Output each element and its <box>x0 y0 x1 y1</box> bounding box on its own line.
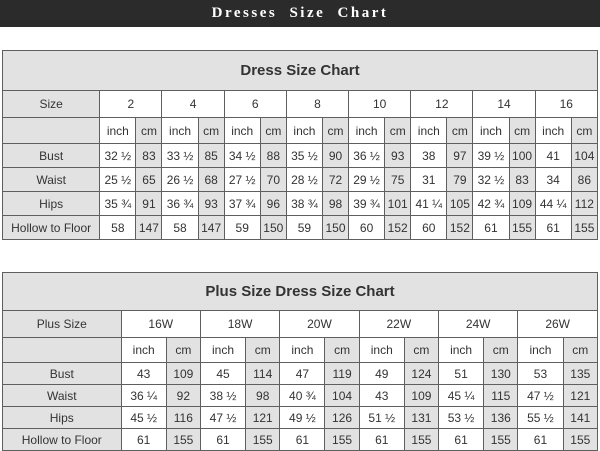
measurement-value-inch: 47 <box>280 363 325 385</box>
measurement-value-inch: 51 ½ <box>359 407 404 429</box>
measurement-value-cm: 124 <box>404 363 438 385</box>
measurement-value-cm: 104 <box>571 144 597 168</box>
unit-header-inch: inch <box>280 338 325 363</box>
measurement-value-inch: 35 ¾ <box>100 192 136 216</box>
unit-row-spacer <box>3 118 100 144</box>
measurement-row-label: Waist <box>3 168 100 192</box>
measurement-value-cm: 88 <box>260 144 286 168</box>
measurement-value-inch: 47 ½ <box>518 385 563 407</box>
measurement-value-cm: 141 <box>563 407 597 429</box>
measurement-value-inch: 60 <box>349 216 385 240</box>
measurement-row <box>3 385 598 407</box>
size-column-header: 14 <box>473 91 535 118</box>
measurement-value-inch: 61 <box>518 429 563 451</box>
measurement-value-inch: 36 ¾ <box>162 192 198 216</box>
measurement-value-inch: 34 ½ <box>224 144 260 168</box>
measurement-value-cm: 155 <box>563 429 597 451</box>
measurement-value-inch: 49 <box>359 363 404 385</box>
unit-header-inch: inch <box>411 118 447 144</box>
measurement-value-cm: 121 <box>246 407 280 429</box>
measurement-value-cm: 86 <box>571 168 597 192</box>
measurement-value-inch: 40 ¾ <box>280 385 325 407</box>
measurement-value-cm: 155 <box>509 216 535 240</box>
measurement-value-inch: 41 <box>535 144 571 168</box>
page-title: Dresses Size Chart <box>211 5 389 21</box>
unit-header-inch: inch <box>200 338 245 363</box>
measurement-value-inch: 29 ½ <box>349 168 385 192</box>
measurement-value-cm: 147 <box>198 216 224 240</box>
measurement-value-cm: 109 <box>509 192 535 216</box>
measurement-value-cm: 119 <box>325 363 359 385</box>
measurement-value-inch: 61 <box>535 216 571 240</box>
unit-header-inch: inch <box>439 338 484 363</box>
unit-header-inch: inch <box>349 118 385 144</box>
unit-header-cm: cm <box>447 118 473 144</box>
measurement-value-cm: 135 <box>563 363 597 385</box>
measurement-value-inch: 53 ½ <box>439 407 484 429</box>
measurement-row <box>3 192 598 216</box>
measurement-value-inch: 28 ½ <box>286 168 322 192</box>
measurement-value-cm: 155 <box>404 429 438 451</box>
size-column-header: 2 <box>100 91 162 118</box>
measurement-value-inch: 61 <box>200 429 245 451</box>
measurement-value-cm: 109 <box>166 363 200 385</box>
measurement-row-label: Waist <box>3 385 122 407</box>
size-column-header: 8 <box>286 91 348 118</box>
measurement-value-inch: 34 <box>535 168 571 192</box>
measurement-row-label: Hips <box>3 192 100 216</box>
measurement-value-inch: 60 <box>411 216 447 240</box>
size-column-header: 22W <box>359 311 438 338</box>
size-column-header: 16 <box>535 91 597 118</box>
measurement-value-cm: 79 <box>447 168 473 192</box>
measurement-value-cm: 155 <box>166 429 200 451</box>
measurement-value-inch: 58 <box>162 216 198 240</box>
measurement-value-inch: 39 ¾ <box>349 192 385 216</box>
measurement-value-inch: 32 ½ <box>100 144 136 168</box>
measurement-value-inch: 58 <box>100 216 136 240</box>
measurement-value-inch: 32 ½ <box>473 168 509 192</box>
measurement-value-cm: 90 <box>322 144 348 168</box>
measurement-value-inch: 45 ½ <box>121 407 166 429</box>
measurement-value-inch: 27 ½ <box>224 168 260 192</box>
measurement-value-inch: 39 ½ <box>473 144 509 168</box>
measurement-value-inch: 61 <box>121 429 166 451</box>
unit-header-cm: cm <box>385 118 411 144</box>
measurement-value-inch: 61 <box>359 429 404 451</box>
measurement-value-cm: 92 <box>166 385 200 407</box>
measurement-value-cm: 93 <box>385 144 411 168</box>
measurement-value-inch: 38 ½ <box>200 385 245 407</box>
size-label-header: Plus Size <box>3 311 122 338</box>
measurement-value-cm: 150 <box>322 216 348 240</box>
size-column-header: 18W <box>200 311 279 338</box>
measurement-value-cm: 100 <box>509 144 535 168</box>
measurement-value-cm: 114 <box>246 363 280 385</box>
measurement-row-label: Hips <box>3 407 122 429</box>
measurement-value-inch: 59 <box>286 216 322 240</box>
size-column-header: 20W <box>280 311 359 338</box>
measurement-value-inch: 61 <box>280 429 325 451</box>
measurement-value-cm: 98 <box>246 385 280 407</box>
measurement-value-cm: 83 <box>509 168 535 192</box>
measurement-value-cm: 136 <box>484 407 518 429</box>
measurement-value-cm: 109 <box>404 385 438 407</box>
measurement-value-cm: 68 <box>198 168 224 192</box>
measurement-value-inch: 37 ¾ <box>224 192 260 216</box>
measurement-value-inch: 33 ½ <box>162 144 198 168</box>
unit-header-inch: inch <box>535 118 571 144</box>
measurement-value-inch: 45 ¼ <box>439 385 484 407</box>
measurement-value-inch: 47 ½ <box>200 407 245 429</box>
table-spacer <box>0 240 600 272</box>
measurement-value-cm: 72 <box>322 168 348 192</box>
size-column-header: 16W <box>121 311 200 338</box>
unit-header-inch: inch <box>162 118 198 144</box>
measurement-value-inch: 38 ¾ <box>286 192 322 216</box>
measurement-value-cm: 126 <box>325 407 359 429</box>
measurement-row <box>3 216 598 240</box>
measurement-value-cm: 116 <box>166 407 200 429</box>
unit-header-inch: inch <box>224 118 260 144</box>
measurement-value-cm: 97 <box>447 144 473 168</box>
table-title: Plus Size Dress Size Chart <box>3 273 598 311</box>
measurement-value-inch: 36 ½ <box>349 144 385 168</box>
measurement-value-cm: 115 <box>484 385 518 407</box>
unit-header-cm: cm <box>166 338 200 363</box>
size-column-header: 6 <box>224 91 286 118</box>
measurement-value-cm: 83 <box>136 144 162 168</box>
measurement-value-inch: 61 <box>473 216 509 240</box>
unit-header-cm: cm <box>484 338 518 363</box>
measurement-value-cm: 147 <box>136 216 162 240</box>
measurement-row <box>3 144 598 168</box>
size-column-header: 10 <box>349 91 411 118</box>
measurement-value-cm: 105 <box>447 192 473 216</box>
measurement-value-cm: 131 <box>404 407 438 429</box>
measurement-value-cm: 112 <box>571 192 597 216</box>
measurement-value-inch: 55 ½ <box>518 407 563 429</box>
measurement-value-inch: 43 <box>121 363 166 385</box>
measurement-value-cm: 150 <box>260 216 286 240</box>
measurement-value-cm: 121 <box>563 385 597 407</box>
measurement-value-inch: 25 ½ <box>100 168 136 192</box>
unit-header-cm: cm <box>571 118 597 144</box>
unit-header-inch: inch <box>286 118 322 144</box>
measurement-value-inch: 42 ¾ <box>473 192 509 216</box>
unit-header-cm: cm <box>563 338 597 363</box>
measurement-value-inch: 41 ¼ <box>411 192 447 216</box>
measurement-value-cm: 152 <box>447 216 473 240</box>
measurement-value-cm: 85 <box>198 144 224 168</box>
unit-header-cm: cm <box>198 118 224 144</box>
measurement-row-label: Hollow to Floor <box>3 429 122 451</box>
measurement-row <box>3 168 598 192</box>
measurement-value-cm: 155 <box>484 429 518 451</box>
measurement-value-cm: 96 <box>260 192 286 216</box>
unit-header-inch: inch <box>359 338 404 363</box>
size-column-header: 4 <box>162 91 224 118</box>
measurement-value-cm: 93 <box>198 192 224 216</box>
unit-row-spacer <box>3 338 122 363</box>
measurement-value-cm: 104 <box>325 385 359 407</box>
measurement-value-inch: 26 ½ <box>162 168 198 192</box>
measurement-row-label: Hollow to Floor <box>3 216 100 240</box>
measurement-value-inch: 35 ½ <box>286 144 322 168</box>
measurement-row <box>3 407 598 429</box>
measurement-value-cm: 155 <box>325 429 359 451</box>
measurement-row-label: Bust <box>3 363 122 385</box>
size-column-header: 26W <box>518 311 598 338</box>
measurement-value-inch: 44 ¼ <box>535 192 571 216</box>
measurement-row <box>3 429 598 451</box>
measurement-value-cm: 155 <box>571 216 597 240</box>
size-label-header: Size <box>3 91 100 118</box>
dress-size-chart-table <box>2 50 598 240</box>
table-title: Dress Size Chart <box>3 51 598 91</box>
measurement-value-cm: 70 <box>260 168 286 192</box>
unit-header-cm: cm <box>509 118 535 144</box>
measurement-value-inch: 38 <box>411 144 447 168</box>
unit-header-inch: inch <box>100 118 136 144</box>
size-column-header: 24W <box>439 311 518 338</box>
measurement-value-cm: 75 <box>385 168 411 192</box>
unit-header-cm: cm <box>136 118 162 144</box>
title-bar <box>0 0 600 27</box>
measurement-value-inch: 45 <box>200 363 245 385</box>
measurement-value-cm: 152 <box>385 216 411 240</box>
measurement-value-cm: 65 <box>136 168 162 192</box>
plus-size-dress-chart-table <box>2 272 598 451</box>
measurement-value-inch: 53 <box>518 363 563 385</box>
unit-header-cm: cm <box>260 118 286 144</box>
measurement-value-cm: 98 <box>322 192 348 216</box>
measurement-value-cm: 155 <box>246 429 280 451</box>
measurement-value-inch: 61 <box>439 429 484 451</box>
unit-header-cm: cm <box>246 338 280 363</box>
unit-header-inch: inch <box>518 338 563 363</box>
unit-header-cm: cm <box>404 338 438 363</box>
measurement-value-cm: 130 <box>484 363 518 385</box>
measurement-value-inch: 49 ½ <box>280 407 325 429</box>
unit-header-inch: inch <box>121 338 166 363</box>
size-chart-content <box>0 27 600 451</box>
measurement-row <box>3 363 598 385</box>
measurement-value-inch: 51 <box>439 363 484 385</box>
unit-header-cm: cm <box>325 338 359 363</box>
measurement-value-inch: 36 ¼ <box>121 385 166 407</box>
size-column-header: 12 <box>411 91 473 118</box>
measurement-value-inch: 59 <box>224 216 260 240</box>
measurement-value-cm: 101 <box>385 192 411 216</box>
measurement-value-inch: 31 <box>411 168 447 192</box>
measurement-row-label: Bust <box>3 144 100 168</box>
measurement-value-cm: 91 <box>136 192 162 216</box>
unit-header-inch: inch <box>473 118 509 144</box>
unit-header-cm: cm <box>322 118 348 144</box>
measurement-value-inch: 43 <box>359 385 404 407</box>
